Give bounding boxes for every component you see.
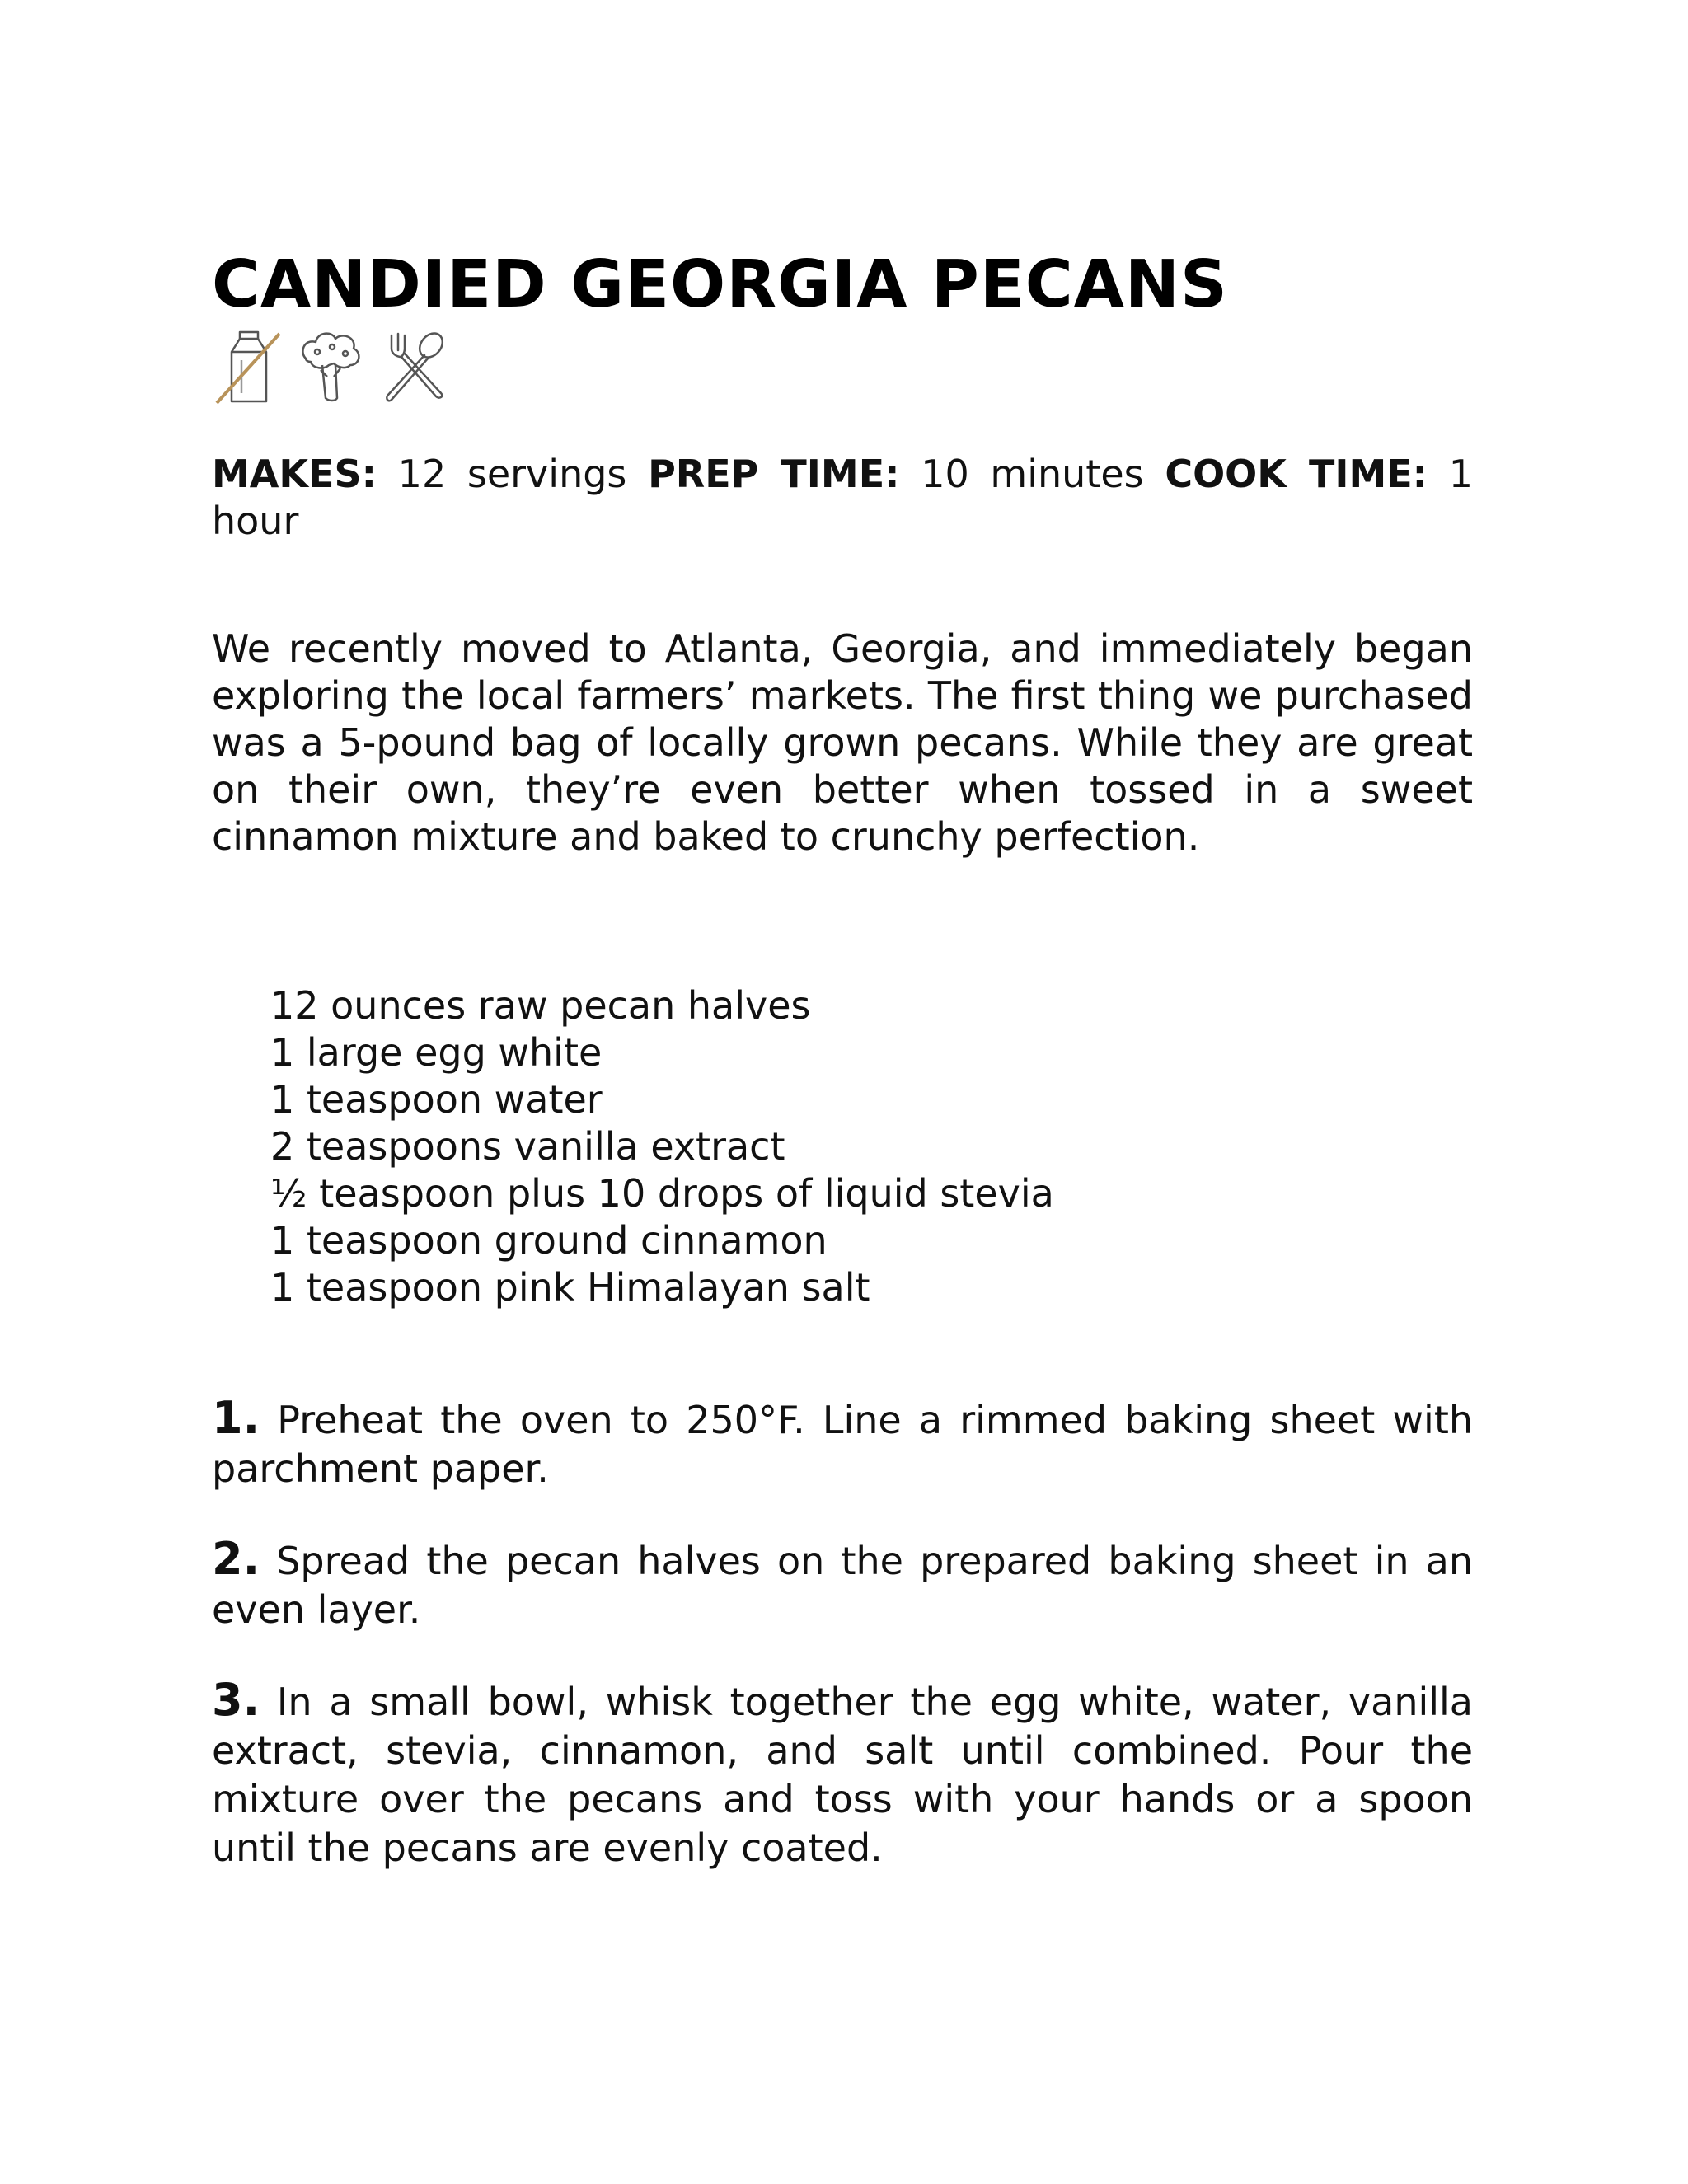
ingredient-item: 1 teaspoon water (270, 1076, 603, 1122)
cook-time-label: COOK TIME: (1165, 451, 1428, 496)
ingredient-item: 1 teaspoon ground cinnamon (270, 1217, 828, 1263)
instruction-step (212, 1675, 1473, 1872)
makes-value: 12 servings (397, 451, 627, 496)
cook-time-value: 1 hour (212, 451, 1474, 543)
instruction-steps (212, 1391, 1474, 1872)
step-number: 2. (212, 1532, 260, 1585)
instruction-step (212, 1391, 1474, 1493)
ingredient-item: ½ teaspoon plus 10 drops of liquid stevia (270, 1170, 1054, 1216)
utensils-icon (377, 327, 451, 406)
ingredient-list (212, 982, 1473, 1311)
step-text: In a small bowl, whisk together the egg white, water, vanilla extract, stevia, cinnamon, and salt until combined. Pour the mixture over the pecans and toss with your hands or a spoon until the pecans are evenly coated. (212, 1679, 1473, 1870)
ingredient-item: 1 teaspoon pink Himalayan salt (270, 1264, 870, 1310)
prep-time-value: 10 minutes (921, 451, 1144, 496)
recipe-meta (212, 451, 1473, 545)
recipe-title: CANDIED GEORGIA PECANS (212, 246, 1228, 322)
step-text: Spread the pecan halves on the prepared baking sheet in an even layer. (212, 1538, 1473, 1632)
ingredient-item: 2 teaspoons vanilla extract (270, 1123, 785, 1169)
broccoli-icon (296, 327, 365, 406)
prep-time-label: PREP TIME: (648, 451, 900, 496)
recipe-content (212, 246, 1473, 1914)
ingredient-item: 1 large egg white (270, 1029, 603, 1075)
instruction-step (212, 1532, 1473, 1634)
ingredient-item: 12 ounces raw pecan halves (270, 982, 811, 1028)
makes-label: MAKES: (212, 451, 377, 496)
dairy-free-icon (212, 327, 284, 406)
step-text: Preheat the oven to 250°F. Line a rimmed baking sheet with parchment paper. (212, 1397, 1474, 1491)
diet-icons (212, 327, 1473, 406)
step-number: 1. (212, 1391, 260, 1444)
recipe-intro: We recently moved to Atlanta, Georgia, and immediately began exploring the local farmers’ markets. The first thing we purchased was a 5-pound bag of locally grown pecans. While they are great on their own, they’re even better when tossed in a sweet cinnamon mixture and baked to crunchy perfection. (212, 626, 1473, 859)
step-number: 3. (212, 1673, 260, 1726)
